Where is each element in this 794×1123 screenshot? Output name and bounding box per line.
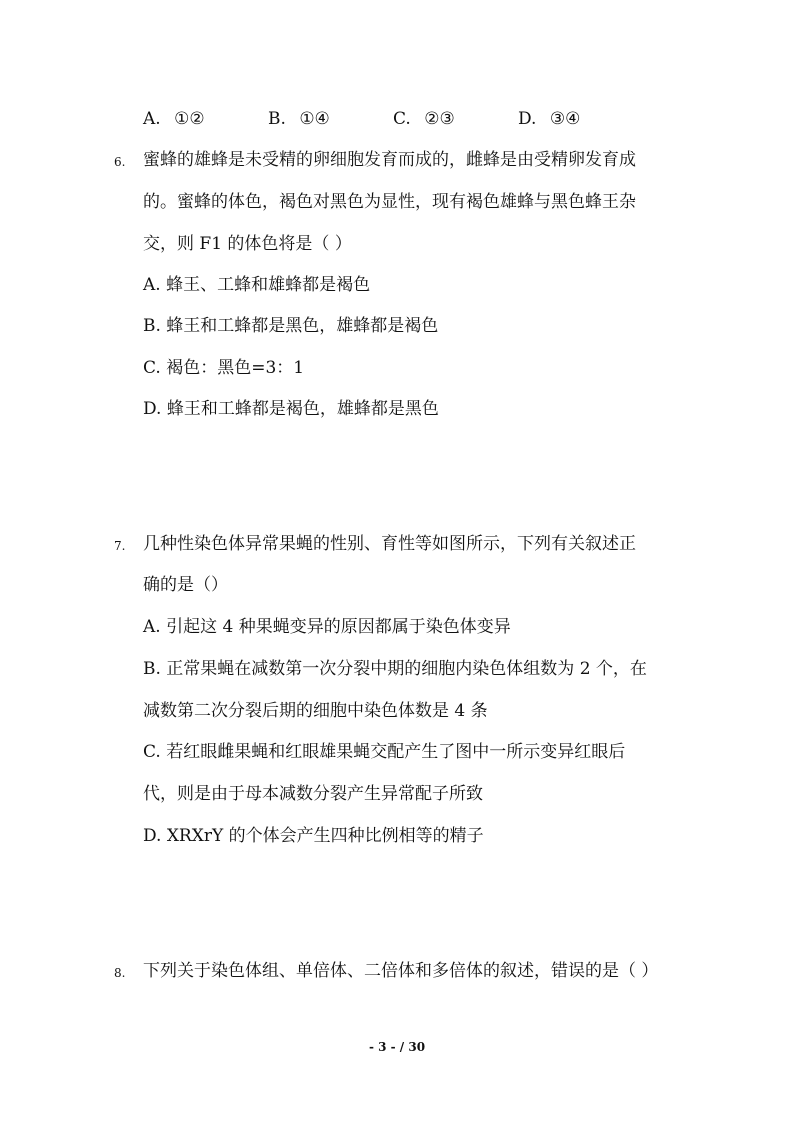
q7-stem-line-2: 确的是（） [143,575,228,595]
q6-option-d: D. 蜂王和工蜂都是褐色，雄蜂都是黑色 [143,399,439,419]
q7-option-c-line-1: C. 若红眼雌果蝇和红眼雄果蝇交配产生了图中一所示变异红眼后 [143,742,626,762]
q6-stem-line-1: 蜜蜂的雄蜂是未受精的卵细胞发育而成的，雌蜂是由受精卵发育成 [143,150,636,170]
q7-option-b-line-2: 减数第二次分裂后期的细胞中染色体数是 4 条 [143,701,488,721]
q5-option-c-label: C. [393,109,411,129]
q7-number: 7. [114,539,126,553]
q5-option-b [268,107,330,131]
q6-option-b: B. 蜂王和工蜂都是黑色，雄蜂都是褐色 [143,316,439,336]
q6-option-a: A. 蜂王、工蜂和雄蜂都是褐色 [143,275,371,295]
q5-option-d [518,107,580,131]
q7-option-a: A. 引起这 4 种果蝇变异的原因都属于染色体变异 [143,617,511,637]
q6-stem-line-3: 交，则 F1 的体色将是（ ） [143,234,352,254]
q7-option-d: D. XRXrY 的个体会产生四种比例相等的精子 [143,826,484,846]
q6-stem-line-2: 的。蜜蜂的体色，褐色对黑色为显性，现有褐色雄蜂与黑色蜂王杂 [143,192,636,212]
q5-option-b-label: B. [268,109,286,129]
q8-stem: 下列关于染色体组、单倍体、二倍体和多倍体的叙述，错误的是（ ） [143,961,659,981]
q7-option-c-line-2: 代，则是由于母本减数分裂产生异常配子所致 [143,784,483,804]
q5-option-d-text: ③④ [549,109,581,129]
page-number-footer: - 3 - / 30 [368,1040,426,1054]
q5-option-b-text: ①④ [299,109,330,129]
q5-option-c-text: ②③ [424,109,455,129]
q5-option-c [393,107,455,131]
q5-option-a-text: ①② [174,109,205,129]
q8-number: 8. [114,966,126,980]
q5-option-d-label: D. [518,109,537,129]
q7-stem-line-1: 几种性染色体异常果蝇的性别、育性等如图所示，下列有关叙述正 [143,534,636,554]
q5-option-a [143,107,205,131]
q5-option-a-label: A. [143,109,161,129]
q7-option-b-line-1: B. 正常果蝇在减数第一次分裂中期的细胞内染色体组数为 2 个，在 [143,659,647,679]
q6-option-c: C. 褐色：黑色=3：1 [143,358,305,378]
q6-number: 6. [114,155,126,169]
